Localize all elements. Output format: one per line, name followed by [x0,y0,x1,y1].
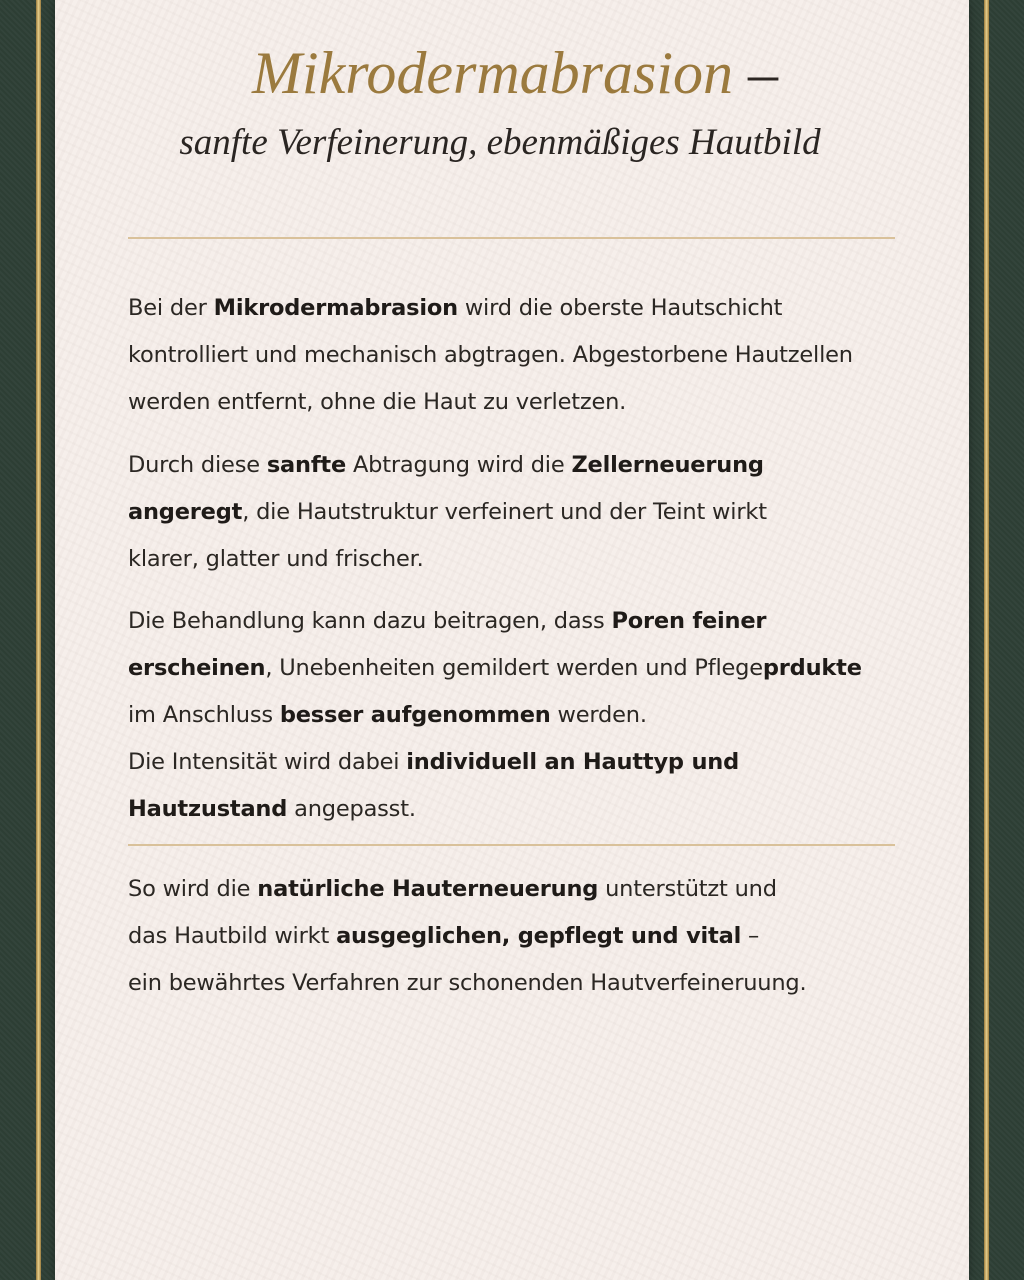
gold-border-right [984,0,989,1280]
text-run: Die Intensität wird dabei [128,749,407,775]
paragraph-line: klarer, glatter und frischer. [128,546,424,572]
paragraph-line [128,692,958,739]
page-subtitle: sanfte Verfeinerung, ebenmäßiges Hautbild [179,122,821,163]
text-emphasis: natürliche Hauterneuerung [257,876,599,902]
divider-top [128,237,895,239]
text-emphasis: individuell an Hauttyp und [406,749,739,775]
text-run: So wird die [128,876,258,902]
paragraph-line [128,598,958,645]
paragraph-effect [128,442,958,583]
paragraph-line [128,866,958,913]
title-text: Mikrodermabrasion [251,40,734,106]
text-run: wird die oberste Hautschicht [457,295,783,321]
text-run: werden. [550,702,647,728]
text-emphasis: Hautzustand [128,796,288,822]
text-run: , die Hautstruktur verfeinert und der Teint wirkt [242,499,767,525]
paragraph-conclusion [128,866,958,1007]
paragraph-line [128,786,958,833]
text-run: Durch diese [128,452,267,478]
text-emphasis: ausgeglichen, gepflegt und vital [336,923,742,949]
paragraph-line [128,913,958,960]
text-run: Bei der [128,295,214,321]
paragraph-line [128,489,958,536]
text-emphasis: prdukte [762,655,862,681]
text-run: unterstützt und [598,876,777,902]
title-dash: – [748,40,779,106]
gold-border-left [36,0,41,1280]
text-run: – [741,923,760,949]
paragraph-line [128,442,958,489]
text-emphasis: besser aufgenommen [279,702,551,728]
text-run: , Unebenheiten gemildert werden und Pflege [265,655,763,681]
paragraph-line [128,285,958,332]
text-emphasis: Poren feiner [611,608,767,634]
paragraph-line: kontrolliert und mechanisch abgtragen. Abgestorbene Hautzellen [128,342,853,368]
text-emphasis: erscheinen [128,655,266,681]
paragraph-intro [128,285,958,426]
text-emphasis: angeregt [128,499,243,525]
paragraph-benefits [128,598,958,833]
text-run: Abtragung wird die [346,452,572,478]
text-run: angepasst. [287,796,416,822]
text-emphasis: sanfte [266,452,347,478]
page-title [145,38,885,108]
paragraph-line: werden entfernt, ohne die Haut zu verletzen. [128,389,627,415]
text-emphasis: Zellerneuerung [571,452,764,478]
paragraph-line: ein bewährtes Verfahren zur schonenden Hautverfeineruung. [128,970,807,996]
paragraph-line [128,739,958,786]
text-run: das Hautbild wirkt [128,923,337,949]
text-emphasis: Mikrodermabrasion [213,295,458,321]
paragraph-line [128,645,958,692]
text-run: Die Behandlung kann dazu beitragen, dass [128,608,612,634]
text-run: im Anschluss [128,702,280,728]
divider-middle [128,844,895,846]
